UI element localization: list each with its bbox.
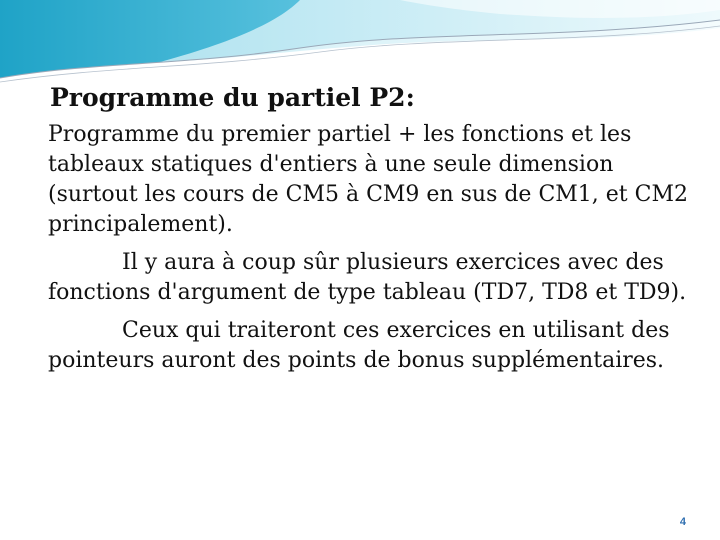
paragraph-2: Il y aura à coup sûr plusieurs exercices avec des fonctions d'argument de type tableau (TD7, TD8 et TD9). <box>48 250 687 305</box>
header-wave-decoration <box>0 0 720 90</box>
paragraph-3: Ceux qui traiteront ces exercices en utilisant des pointeurs auront des points de bonus supplémentaires. <box>48 318 670 373</box>
slide-body <box>48 120 698 376</box>
slide-title: Programme du partiel P2: <box>50 83 415 112</box>
page-number: 4 <box>679 516 686 528</box>
paragraph-1: Programme du premier partiel + les fonctions et les tableaux statiques d'entiers à une seule dimension (surtout les cours de CM5 à CM9 en sus de CM1, et CM2 principalement). <box>48 122 688 237</box>
